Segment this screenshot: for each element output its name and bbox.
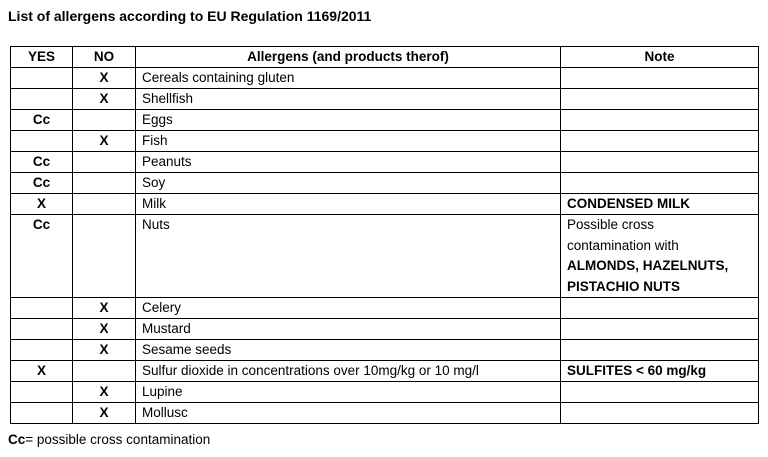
header-allergen: Allergens (and products therof) bbox=[136, 47, 561, 68]
yes-cell bbox=[11, 319, 73, 340]
note-cell: CONDENSED MILK bbox=[561, 194, 759, 215]
allergen-cell: Soy bbox=[136, 173, 561, 194]
note-cell bbox=[561, 173, 759, 194]
yes-cell: Cc bbox=[11, 110, 73, 131]
yes-cell: Cc bbox=[11, 173, 73, 194]
table-row bbox=[11, 319, 759, 340]
no-cell bbox=[73, 152, 136, 173]
note-cell bbox=[561, 68, 759, 89]
yes-cell bbox=[11, 131, 73, 152]
table-row bbox=[11, 340, 759, 361]
table-row bbox=[11, 110, 759, 131]
yes-cell: Cc bbox=[11, 215, 73, 298]
allergen-table bbox=[10, 46, 759, 424]
table-row bbox=[11, 361, 759, 382]
legend-term: Cc bbox=[8, 432, 26, 447]
table-row bbox=[11, 215, 759, 298]
legend bbox=[8, 431, 210, 448]
no-cell bbox=[73, 194, 136, 215]
yes-cell bbox=[11, 403, 73, 424]
note-line: PISTACHIO NUTS bbox=[567, 278, 681, 294]
note-line: Possible cross bbox=[567, 217, 655, 232]
no-cell: X bbox=[73, 298, 136, 319]
note-cell bbox=[561, 403, 759, 424]
no-cell bbox=[73, 361, 136, 382]
no-cell: X bbox=[73, 68, 136, 89]
allergen-cell: Sulfur dioxide in concentrations over 10mg/kg or 10 mg/l bbox=[136, 361, 561, 382]
allergen-cell: Cereals containing gluten bbox=[136, 68, 561, 89]
note-cell bbox=[561, 131, 759, 152]
allergen-cell: Mollusc bbox=[136, 403, 561, 424]
header-yes: YES bbox=[11, 47, 73, 68]
document-title: List of allergens according to EU Regulation 1169/2011 bbox=[8, 8, 372, 24]
note-line: ALMONDS, HAZELNUTS, bbox=[567, 258, 729, 273]
table-row bbox=[11, 382, 759, 403]
allergen-cell: Nuts bbox=[136, 215, 561, 298]
no-cell: X bbox=[73, 382, 136, 403]
allergen-cell: Shellfish bbox=[136, 89, 561, 110]
note-cell bbox=[561, 382, 759, 403]
allergen-cell: Eggs bbox=[136, 110, 561, 131]
legend-definition: = possible cross contamination bbox=[25, 432, 211, 447]
yes-cell bbox=[11, 68, 73, 89]
note-cell bbox=[561, 215, 759, 298]
note-cell bbox=[561, 340, 759, 361]
table-row bbox=[11, 68, 759, 89]
table-row bbox=[11, 194, 759, 215]
note-cell bbox=[561, 319, 759, 340]
no-cell: X bbox=[73, 403, 136, 424]
no-cell bbox=[73, 173, 136, 194]
yes-cell bbox=[11, 298, 73, 319]
allergen-cell: Mustard bbox=[136, 319, 561, 340]
header-note: Note bbox=[561, 47, 759, 68]
table-row bbox=[11, 298, 759, 319]
table-header-row bbox=[11, 47, 759, 68]
no-cell: X bbox=[73, 131, 136, 152]
table-row bbox=[11, 173, 759, 194]
allergen-cell: Peanuts bbox=[136, 152, 561, 173]
table-row bbox=[11, 131, 759, 152]
no-cell: X bbox=[73, 319, 136, 340]
yes-cell bbox=[11, 382, 73, 403]
yes-cell bbox=[11, 340, 73, 361]
yes-cell bbox=[11, 89, 73, 110]
table-row bbox=[11, 152, 759, 173]
no-cell bbox=[73, 215, 136, 298]
yes-cell: X bbox=[11, 361, 73, 382]
yes-cell: X bbox=[11, 194, 73, 215]
allergen-cell: Celery bbox=[136, 298, 561, 319]
allergen-cell: Milk bbox=[136, 194, 561, 215]
header-no: NO bbox=[73, 47, 136, 68]
table-row bbox=[11, 89, 759, 110]
yes-cell: Cc bbox=[11, 152, 73, 173]
note-cell bbox=[561, 152, 759, 173]
note-cell: SULFITES < 60 mg/kg bbox=[561, 361, 759, 382]
allergen-cell: Sesame seeds bbox=[136, 340, 561, 361]
no-cell: X bbox=[73, 89, 136, 110]
note-cell bbox=[561, 298, 759, 319]
no-cell: X bbox=[73, 340, 136, 361]
no-cell bbox=[73, 110, 136, 131]
note-cell bbox=[561, 110, 759, 131]
allergen-cell: Lupine bbox=[136, 382, 561, 403]
allergen-cell: Fish bbox=[136, 131, 561, 152]
note-cell bbox=[561, 89, 759, 110]
note-line: contamination with bbox=[567, 237, 679, 253]
table-row bbox=[11, 403, 759, 424]
